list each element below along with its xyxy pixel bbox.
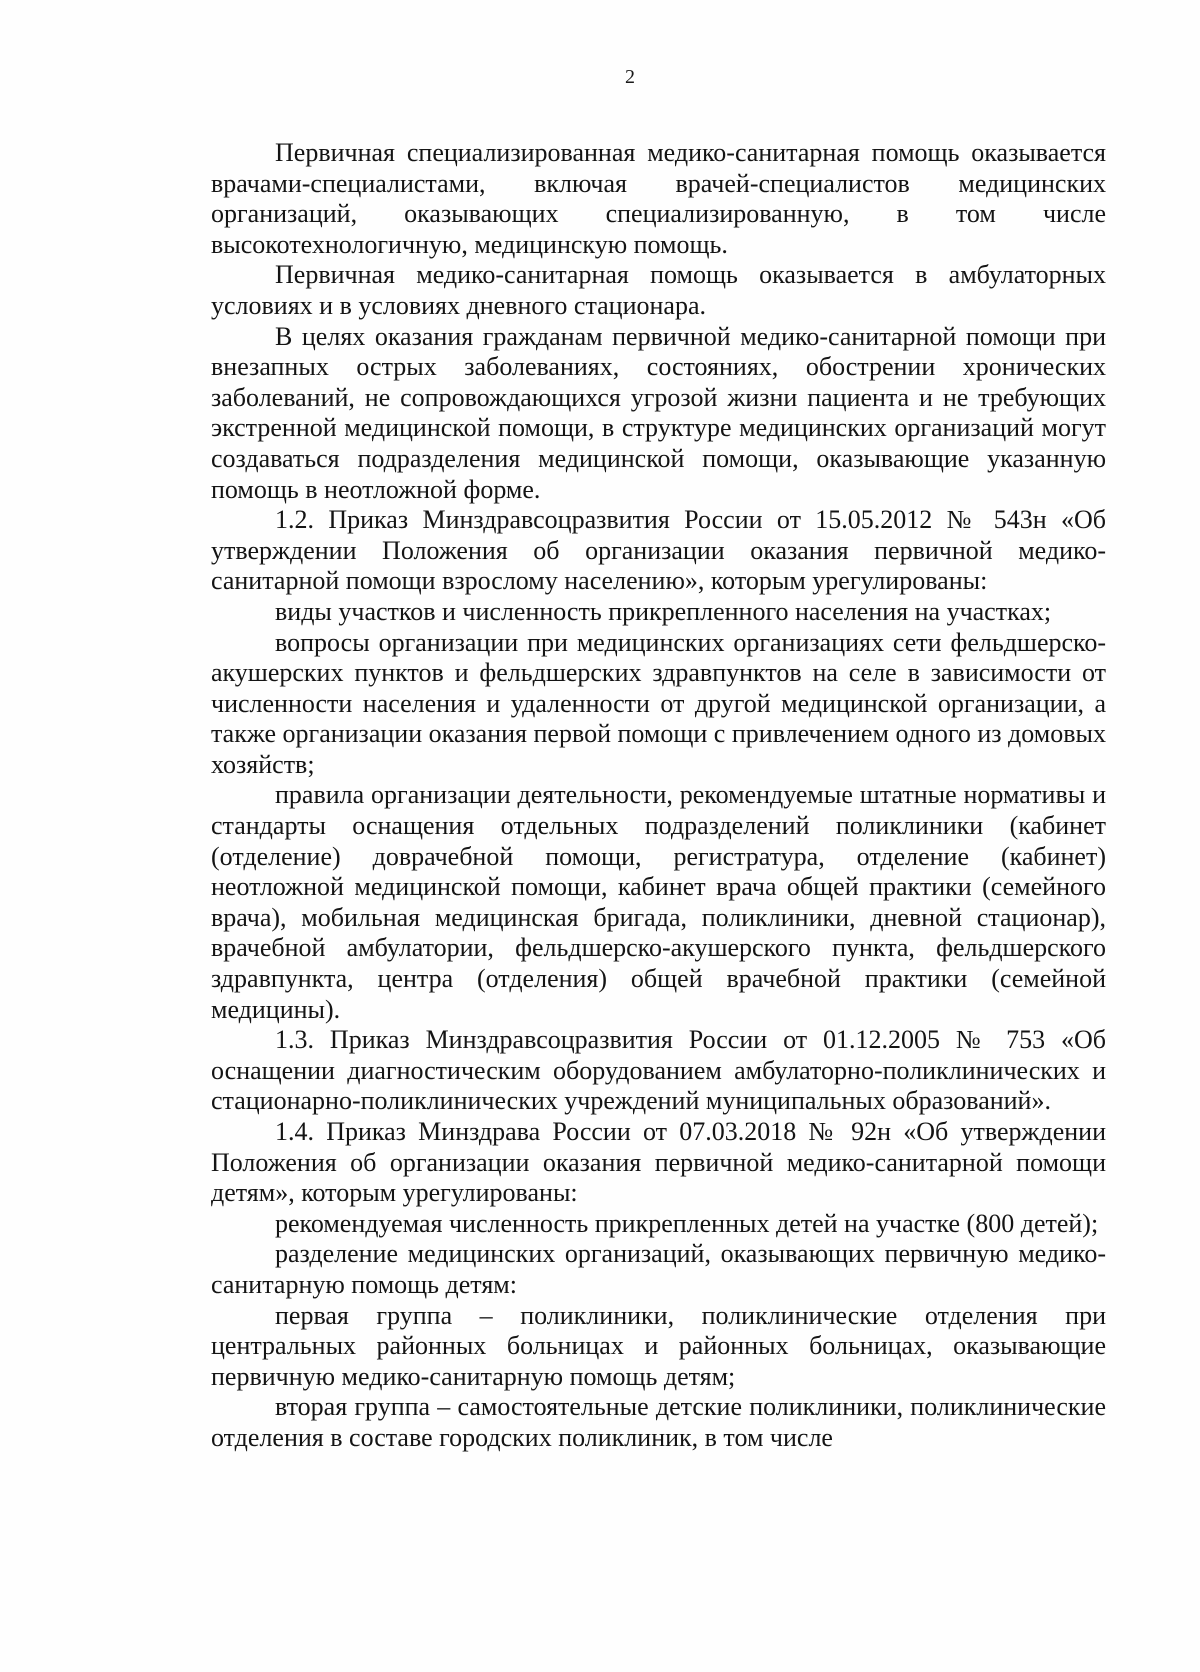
paragraph: Первичная специализированная медико-санитарная помощь оказывается врачами-специалистами, включая врачей-специалистов медицинских организаций, оказывающих специализированную, в том числе высокотехнологичную, медицинскую помощь. [211,138,1106,259]
document-body [211,138,1106,1454]
paragraph: В целях оказания гражданам первичной медико-санитарной помощи при внезапных острых заболеваниях, состояниях, обострении хронических заболеваний, не сопровождающихся угрозой жизни пациента и не требующих экстренной медицинской помощи, в структуре медицинских организаций могут создаваться подразделения медицинской помощи, оказывающие указанную помощь в неотложной форме. [211,321,1106,504]
paragraph: вопросы организации при медицинских организациях сети фельдшерско-акушерских пунктов и фельдшерских здравпунктов на селе в зависимости от численности населения и удаленности от другой медицинской организации, а также организации оказания первой помощи с привлечением одного из домовых хозяйств; [211,627,1106,779]
page-number: 2 [625,66,635,88]
paragraph: рекомендуемая численность прикрепленных детей на участке (800 детей); [275,1208,1099,1238]
paragraph: Первичная медико-санитарная помощь оказывается в амбулаторных условиях и в условиях дневного стационара. [211,260,1106,320]
paragraph: виды участков и численность прикрепленного населения на участках; [275,596,1052,626]
paragraph: разделение медицинских организаций, оказывающих первичную медико-санитарную помощь детям: [211,1239,1106,1299]
paragraph: правила организации деятельности, рекомендуемые штатные нормативы и стандарты оснащения отдельных подразделений поликлиники (кабинет (отделение) доврачебной помощи, регистратура, отделение (кабинет) неотложной медицинской помощи, кабинет врача общей практики (семейного врача), мобильная медицинская бригада, поликлиники, дневной стационар), врачебной амбулатории, фельдшерско-акушерского пункта, фельдшерского здравпункта, центра (отделения) общей врачебной практики (семейной медицины). [211,780,1106,1024]
paragraph: 1.3. Приказ Минздравсоцразвития России от 01.12.2005 № 753 «Об оснащении диагностическим оборудованием амбулаторно-поликлинических и стационарно-поликлинических учреждений муниципальных образований». [211,1025,1106,1116]
paragraph: 1.4. Приказ Минздрава России от 07.03.2018 № 92н «Об утверждении Положения об организации оказания первичной медико-санитарной помощи детям», которым урегулированы: [211,1117,1106,1208]
paragraph: 1.2. Приказ Минздравсоцразвития России от 15.05.2012 № 543н «Об утверждении Положения об организации оказания первичной медико-санитарной помощи взрослому населению», которым урегулированы: [211,505,1106,596]
paragraph: вторая группа – самостоятельные детские поликлиники, поликлинические отделения в составе городских поликлиник, в том числе [211,1392,1106,1452]
paragraph: первая группа – поликлиники, поликлинические отделения при центральных районных больницах и районных больницах, оказывающие первичную медико-санитарную помощь детям; [211,1300,1106,1391]
